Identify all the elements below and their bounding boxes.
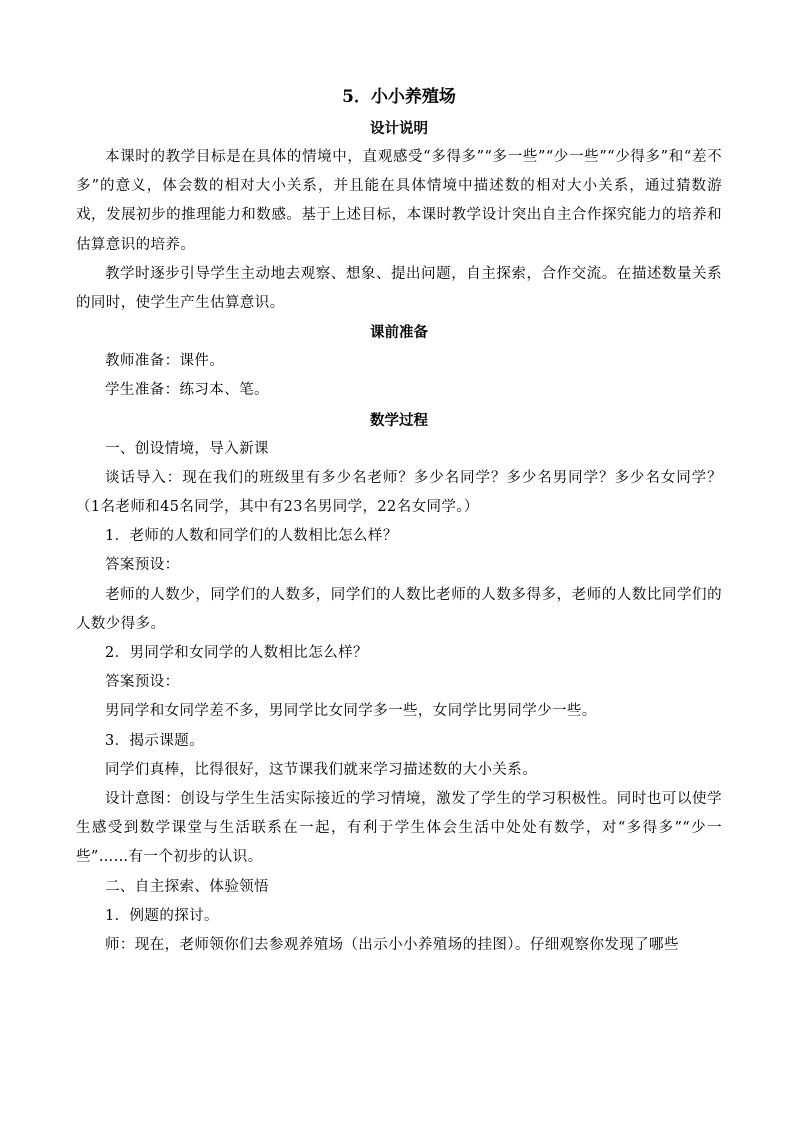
question-2-answer-label: 答案预设： (105, 674, 180, 691)
part-two-item-1: 1．例题的探讨。 (105, 907, 219, 924)
part-one-intro: 谈话导入：现在我们的班级里有多少名老师？多少名同学？多少名男同学？多少名女同学？（1名老师和45名同学，其中有23名男同学，22名女同学。） (76, 469, 722, 516)
lesson-title: 5．小小养殖场 (342, 87, 456, 107)
question-3-text: 同学们真棒，比得很好，这节课我们就来学习描述数的大小关系。 (105, 761, 538, 778)
part-two-title: 二、自主探索、体验领悟 (105, 878, 269, 895)
question-2: 2．男同学和女同学的人数相比怎么样？ (105, 645, 368, 662)
student-preparation: 学生准备：练习本、笔。 (105, 382, 269, 399)
question-3: 3．揭示课题。 (105, 732, 205, 749)
question-2-answer: 男同学和女同学差不多，男同学比女同学多一些，女同学比男同学少一些。 (105, 703, 597, 720)
part-one-title: 一、创设情境，导入新课 (105, 440, 269, 457)
process-heading: 数学过程 (370, 411, 428, 429)
teacher-preparation: 教师准备：课件。 (105, 353, 225, 370)
question-1-answer: 老师的人数少，同学们的人数多，同学们的人数比老师的人数多得多，老师的人数比同学们的人数少得多。 (76, 586, 722, 632)
part-two-teacher-line: 师：现在，老师领你们去参观养殖场（出示小小养殖场的挂图）。仔细观察你发现了哪些 (105, 937, 679, 954)
question-1: 1．老师的人数和同学们的人数相比怎么样？ (105, 528, 398, 545)
design-notes-paragraph-1: 本课时的教学目标是在具体的情境中，直观感受“多得多”“多一些”“少一些”“少得多”和“差不多”的意义，体会数的相对大小关系，并且能在具体情境中描述数的相对大小关系，通过猜数游戏，发展初步的推理能力和数感。基于上述目标，本课时教学设计突出自主合作探究能力的培养和估算意识的培养。 (76, 149, 722, 253)
design-notes-paragraph-2: 教学时逐步引导学生主动地去观察、想象、提出问题，自主探索，合作交流。在描述数量关系的同时，使学生产生估算意识。 (76, 265, 722, 312)
question-1-answer-label: 答案预设： (105, 557, 180, 574)
preparation-heading: 课前准备 (370, 324, 428, 342)
design-notes-heading: 设计说明 (370, 120, 428, 137)
design-intent: 设计意图：创设与学生生活实际接近的学习情境，激发了学生的学习积极性。同时也可以使学生感受到数学课堂与生活联系在一起，有利于学生体会生活中处处有数学，对“多得多”“少一些”……有一个初步的认识。 (76, 791, 722, 866)
document-body (76, 84, 722, 960)
